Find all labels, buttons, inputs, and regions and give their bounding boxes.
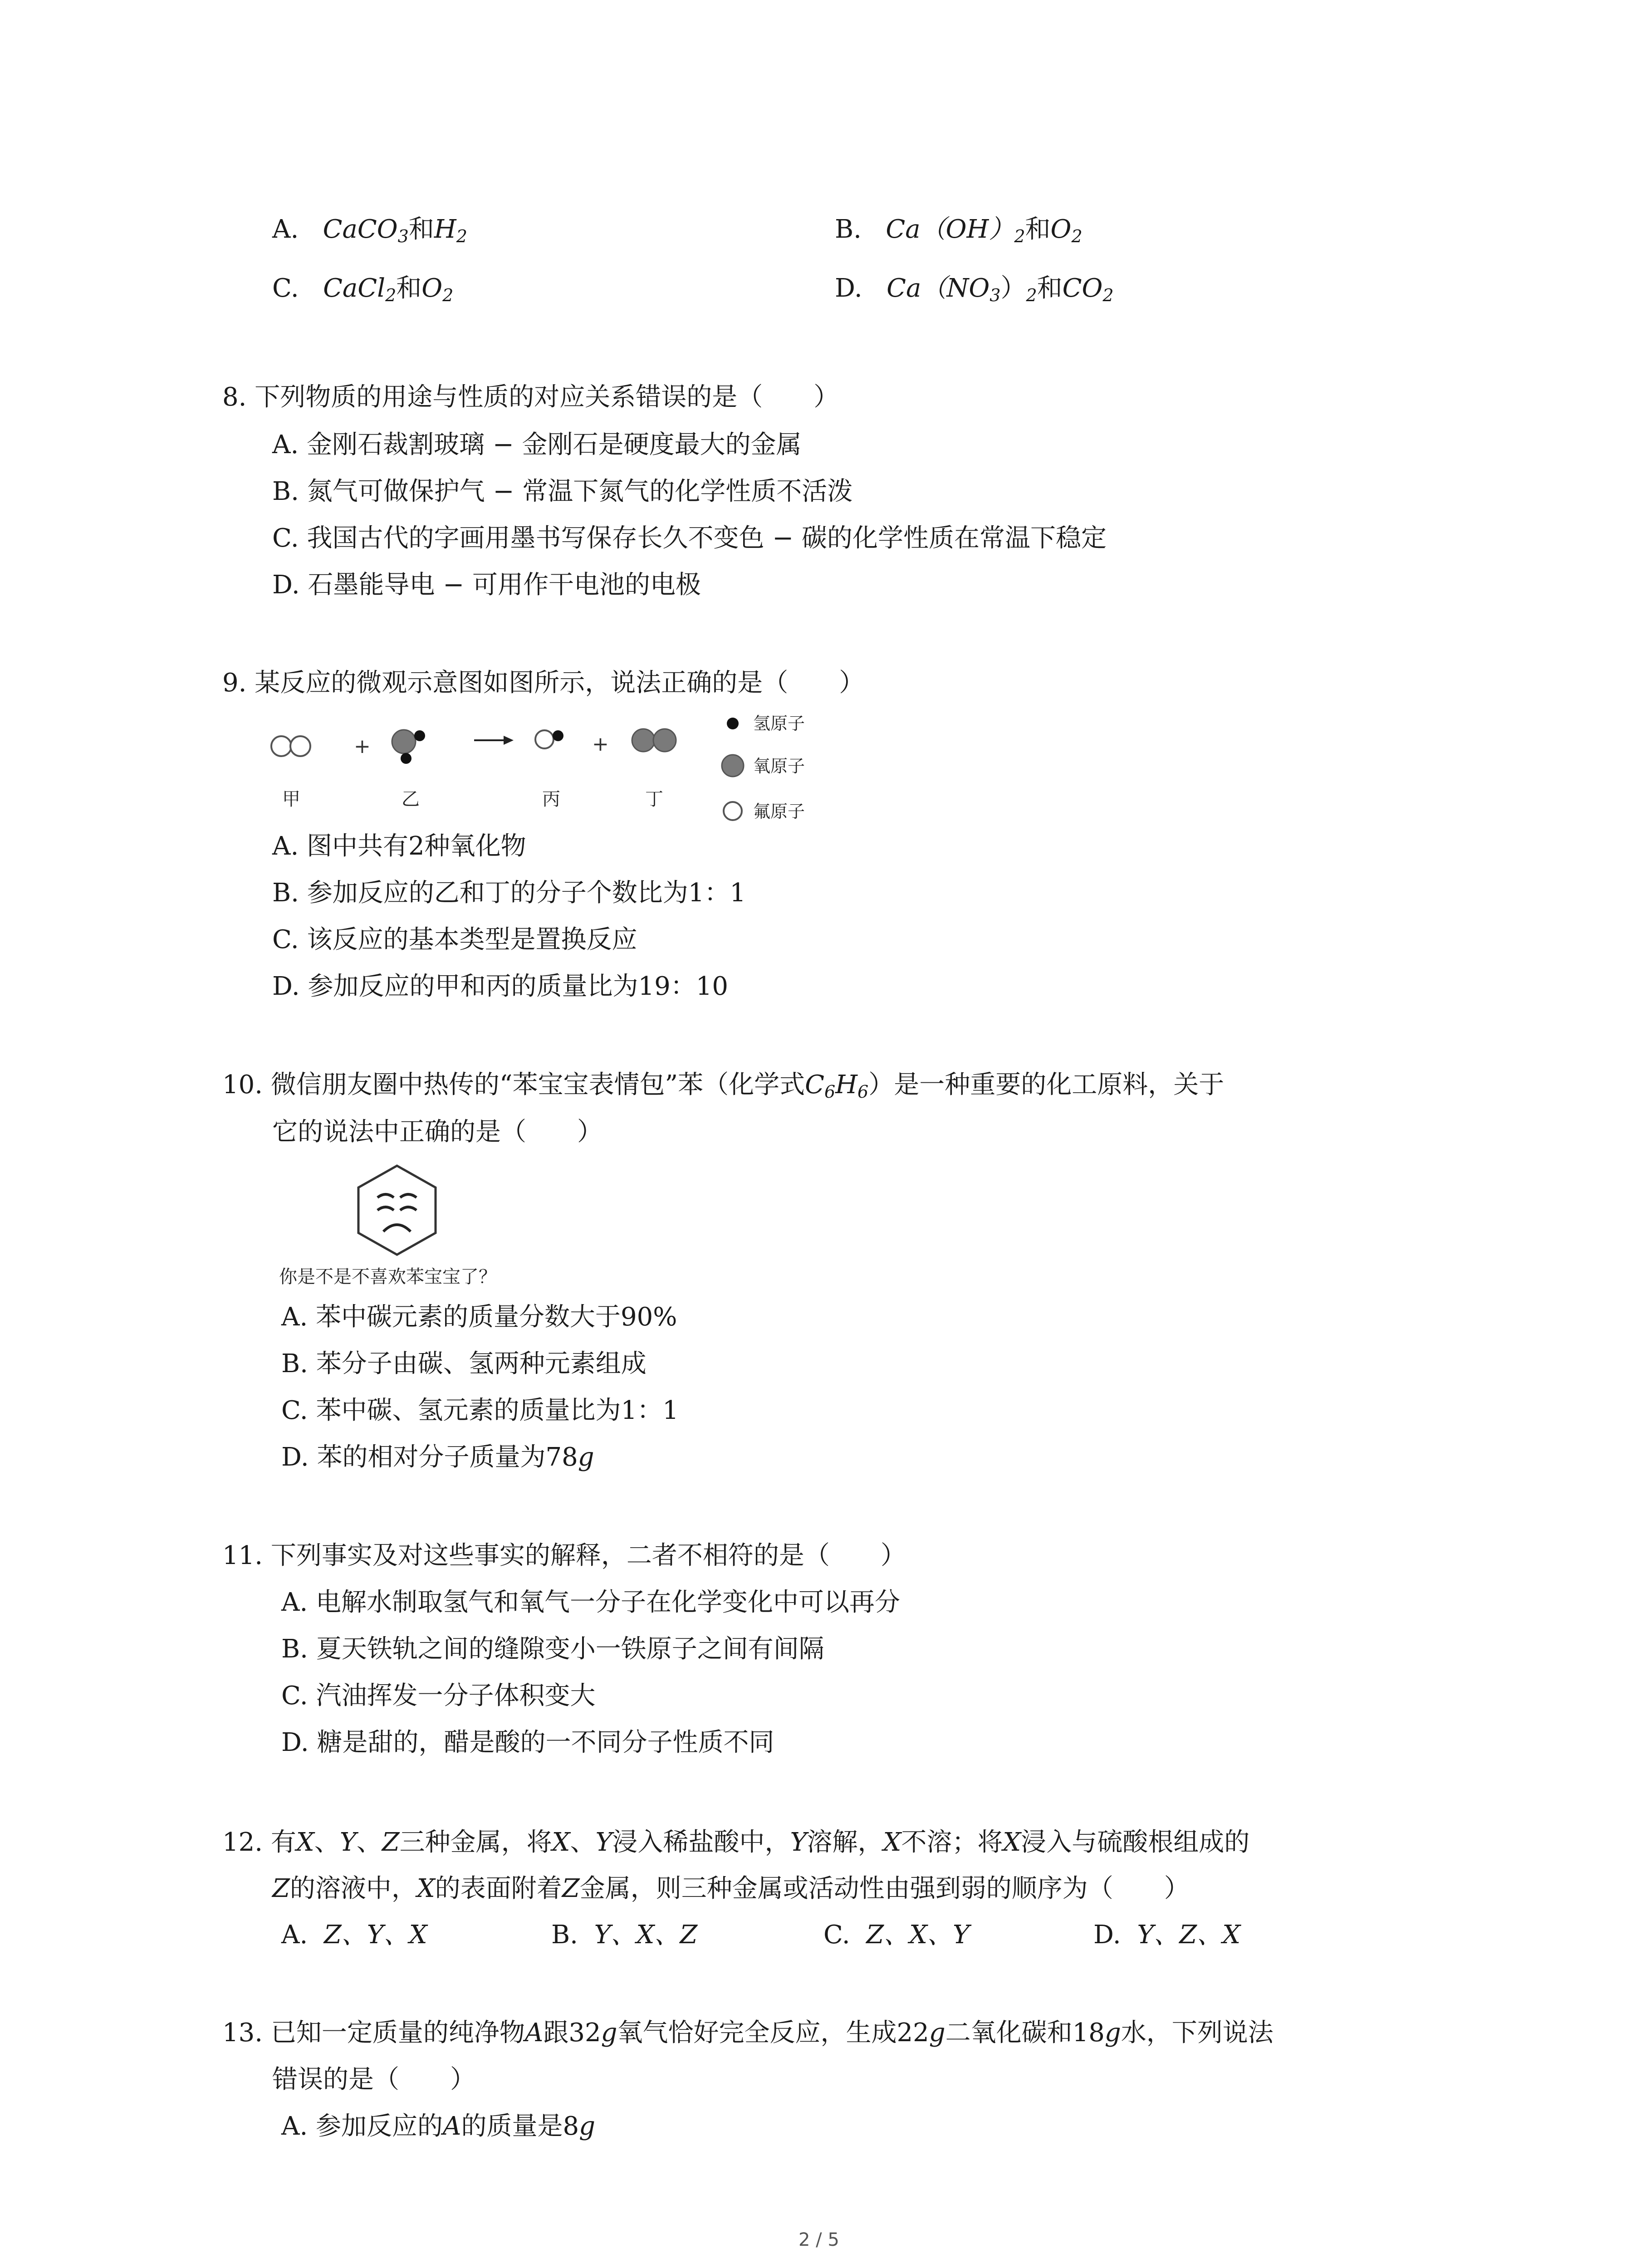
label-bing: 丙 bbox=[542, 789, 560, 810]
benzene-emoji-image bbox=[349, 1161, 445, 1261]
q8-option-d: D. 石墨能导电 − 可用作干电池的电极 bbox=[272, 570, 701, 600]
reaction-arrow bbox=[474, 736, 514, 745]
q8-option-c: C. 我国古代的字画用墨书写保存长久不变色 − 碳的化学性质在常温下稳定 bbox=[272, 523, 1107, 553]
q12-stem-line1: 12. 有X、Y、Z三种金属，将X、Y浸入稀盐酸中，Y溶解，X不溶；将X浸入与硫酸根组成的 bbox=[222, 1828, 1250, 1857]
plus-sign-1: + bbox=[354, 735, 371, 758]
page-number: 2 / 5 bbox=[798, 2229, 839, 2250]
q10-option-d: D. 苯的相对分子质量为78g bbox=[281, 1442, 594, 1472]
q10-option-c: C. 苯中碳、氢元素的质量比为1：1 bbox=[281, 1396, 679, 1425]
molecule-yi bbox=[392, 730, 425, 764]
q8-option-a: A. 金刚石裁割玻璃 − 金刚石是硬度最大的金属 bbox=[272, 430, 802, 459]
q9-option-d: D. 参加反应的甲和丙的质量比为19：10 bbox=[272, 972, 729, 1001]
q8-option-b: B. 氮气可做保护气 − 常温下氮气的化学性质不活泼 bbox=[272, 477, 853, 506]
q11-option-b: B. 夏天铁轨之间的缝隙变小一铁原子之间有间隔 bbox=[281, 1634, 824, 1664]
q7-option-b: B. $Ca(OH)_2$和$O_2$ bbox=[835, 215, 1083, 246]
q8-stem: 8. 下列物质的用途与性质的对应关系错误的是（ ） bbox=[222, 382, 839, 412]
q13-option-a: A. 参加反应的A的质量是8g bbox=[281, 2112, 595, 2141]
legend-fluorine: 氟原子 bbox=[753, 802, 805, 821]
label-yi: 乙 bbox=[402, 789, 420, 810]
q12-stem-line2: Z的溶液中，X的表面附着Z金属，则三种金属或活动性由强到弱的顺序为（ ） bbox=[272, 1874, 1190, 1903]
q9-stem: 9. 某反应的微观示意图如图所示，说法正确的是（ ） bbox=[222, 668, 865, 698]
q13-stem-line2: 错误的是（ ） bbox=[272, 2065, 475, 2094]
q7-option-a: A. CaCO$_3$和$H_2$ bbox=[272, 215, 467, 246]
q13-stem-line1: 13. 已知一定质量的纯净物A跟32g氧气恰好完全反应，生成22g二氧化碳和18g水，下列说法 bbox=[222, 2018, 1274, 2048]
q10-option-a: A. 苯中碳元素的质量分数大于90% bbox=[281, 1302, 677, 1332]
q11-stem: 11. 下列事实及对这些事实的解释，二者不相符的是（ ） bbox=[222, 1541, 906, 1570]
q11-option-d: D. 糖是甜的，醋是酸的一不同分子性质不同 bbox=[281, 1728, 774, 1757]
q12-option-b: B. Y、X、Z bbox=[551, 1920, 698, 1950]
q11-option-c: C. 汽油挥发一分子体积变大 bbox=[281, 1681, 596, 1711]
q10-stem: 10. 微信朋友圈中热传的“苯宝宝表情包”苯（化学式$C_6H_6$）是一种重要的化工原料，关于 bbox=[222, 1070, 1225, 1102]
legend-oxygen: 氧原子 bbox=[753, 756, 805, 776]
q9-option-b: B. 参加反应的乙和丁的分子个数比为1：1 bbox=[272, 878, 746, 908]
q10-option-b: B. 苯分子由碳、氢两种元素组成 bbox=[281, 1349, 647, 1378]
label-ding: 丁 bbox=[645, 789, 663, 810]
q7-option-c: C. CaCl$_2$和$O_2$ bbox=[272, 274, 454, 305]
q12-option-c: C. Z、X、Y bbox=[823, 1920, 970, 1950]
q11-option-a: A. 电解水制取氢气和氧气一分子在化学变化中可以再分 bbox=[281, 1588, 901, 1617]
benzene-image-caption: 你是不是不喜欢苯宝宝了？ bbox=[279, 1266, 497, 1287]
plus-sign-2: + bbox=[592, 733, 609, 756]
q7-option-d: D. $Ca(NO_3)_2$和$CO_2$ bbox=[835, 274, 1114, 305]
legend-hydrogen: 氢原子 bbox=[753, 714, 805, 733]
q12-option-d: D. Y、Z、X bbox=[1093, 1920, 1241, 1950]
molecule-bing bbox=[535, 730, 563, 748]
molecule-jia bbox=[271, 736, 310, 756]
q9-option-a: A. 图中共有2种氧化物 bbox=[272, 831, 526, 861]
label-jia: 甲 bbox=[282, 789, 300, 810]
diagram-legend bbox=[722, 714, 805, 821]
q10-stem-line2: 它的说法中正确的是（ ） bbox=[272, 1117, 603, 1147]
q9-option-c: C. 该反应的基本类型是置换反应 bbox=[272, 925, 637, 954]
molecule-ding bbox=[632, 729, 676, 752]
q12-option-a: A. Z、Y、X bbox=[281, 1920, 427, 1950]
reaction-diagram bbox=[259, 708, 848, 835]
